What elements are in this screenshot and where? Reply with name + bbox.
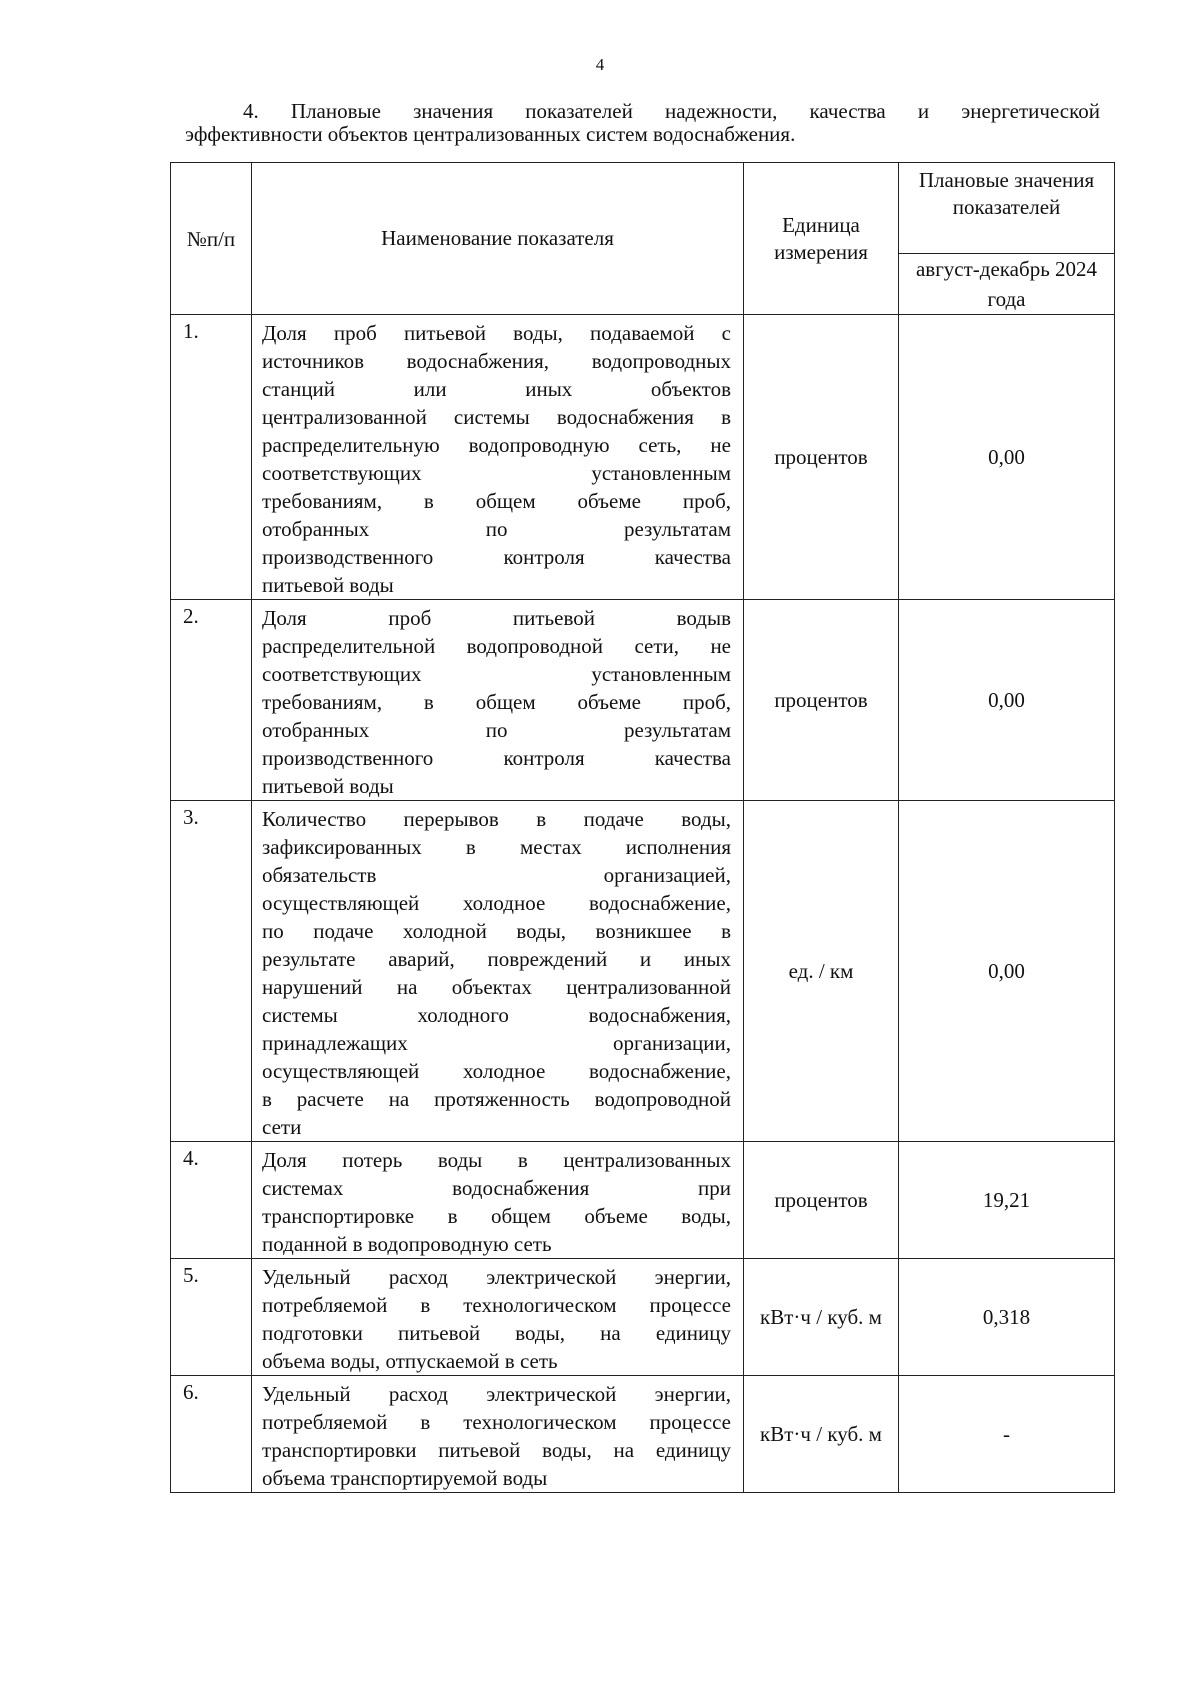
indicator-name-line: в расчете на протяженность водопроводной xyxy=(262,1087,731,1111)
indicator-name xyxy=(252,1376,744,1493)
indicator-name-line: распределительной водопроводной сети, не xyxy=(262,634,731,658)
indicator-name-line: отобранных по результатам xyxy=(262,517,731,541)
indicator-name xyxy=(252,1259,744,1376)
indicator-name-line: поданной в водопроводную сеть xyxy=(262,1232,552,1256)
indicators-table xyxy=(170,162,1115,1493)
indicator-name-line: Удельный расход электрической энергии, xyxy=(262,1382,731,1406)
unit-of-measure: ед. / км xyxy=(744,801,899,1142)
unit-of-measure: процентов xyxy=(744,600,899,801)
indicator-name-line: осуществляющей холодное водоснабжение, xyxy=(262,1059,731,1083)
indicator-name-line: требованиям, в общем объеме проб, xyxy=(262,690,731,714)
indicator-name-line: сети xyxy=(262,1115,302,1139)
header-num: №п/п xyxy=(171,163,252,315)
planned-value: 19,21 xyxy=(899,1142,1115,1259)
indicator-name-line: транспортировки питьевой воды, на единицу xyxy=(262,1438,731,1462)
table-header-row xyxy=(171,163,1115,254)
indicator-name-line: принадлежащих организации, xyxy=(262,1031,731,1055)
indicator-name-line: объема воды, отпускаемой в сеть xyxy=(262,1349,558,1373)
indicator-name-line: зафиксированных в местах исполнения xyxy=(262,835,731,859)
page-number: 4 xyxy=(595,55,605,74)
unit-of-measure: кВт·ч / куб. м xyxy=(744,1259,899,1376)
indicator-name-line: соответствующих установленным xyxy=(262,461,731,485)
indicator-name-line: централизованной системы водоснабжения в xyxy=(262,405,731,429)
unit-of-measure: процентов xyxy=(744,1142,899,1259)
indicator-name-line: Доля потерь воды в централизованных xyxy=(262,1148,731,1172)
indicator-name-line: питьевой воды xyxy=(262,573,394,597)
indicator-name xyxy=(252,600,744,801)
row-number: 5. xyxy=(171,1259,252,1376)
header-period: август-декабрь 2024 года xyxy=(899,254,1115,315)
indicator-name-line: потребляемой в технологическом процессе xyxy=(262,1410,731,1434)
indicator-name-line: Доля проб питьевой воды, подаваемой с xyxy=(262,321,731,345)
indicator-name-line: питьевой воды xyxy=(262,774,394,798)
indicator-name-line: требованиям, в общем объеме проб, xyxy=(262,489,731,513)
table-row xyxy=(171,315,1115,600)
planned-value: 0,00 xyxy=(899,315,1115,600)
row-number: 6. xyxy=(171,1376,252,1493)
indicator-name-line: нарушений на объектах централизованной xyxy=(262,975,731,999)
indicator-name-line: распределительную водопроводную сеть, не xyxy=(262,433,731,457)
indicator-name xyxy=(252,801,744,1142)
unit-of-measure: процентов xyxy=(744,315,899,600)
indicator-name-line: осуществляющей холодное водоснабжение, xyxy=(262,891,731,915)
row-number: 1. xyxy=(171,315,252,600)
header-planned-values: Плановые значения показателей xyxy=(899,163,1115,254)
indicator-name-line: объема транспортируемой воды xyxy=(262,1466,548,1490)
indicator-name-line: подготовки питьевой воды, на единицу xyxy=(262,1321,731,1345)
indicator-name xyxy=(252,1142,744,1259)
header-unit: Единица измерения xyxy=(744,163,899,315)
indicator-name-line: Доля проб питьевой водыв xyxy=(262,606,731,630)
indicator-name xyxy=(252,315,744,600)
planned-value: 0,00 xyxy=(899,801,1115,1142)
table-row xyxy=(171,1142,1115,1259)
indicator-name-line: производственного контроля качества xyxy=(262,746,731,770)
section-heading-line-2: эффективности объектов централизованных систем водоснабжения. xyxy=(185,122,796,146)
row-number: 4. xyxy=(171,1142,252,1259)
indicator-name-line: системы холодного водоснабжения, xyxy=(262,1003,731,1027)
indicator-name-line: потребляемой в технологическом процессе xyxy=(262,1293,731,1317)
indicator-name-line: транспортировке в общем объеме воды, xyxy=(262,1204,731,1228)
indicator-name-line: результате аварий, повреждений и иных xyxy=(262,947,731,971)
unit-of-measure: кВт·ч / куб. м xyxy=(744,1376,899,1493)
indicator-name-line: отобранных по результатам xyxy=(262,718,731,742)
planned-value: 0,318 xyxy=(899,1259,1115,1376)
planned-value: - xyxy=(899,1376,1115,1493)
indicator-name-line: системах водоснабжения при xyxy=(262,1176,731,1200)
row-number: 2. xyxy=(171,600,252,801)
header-name: Наименование показателя xyxy=(252,163,744,315)
table-row xyxy=(171,801,1115,1142)
table-row xyxy=(171,1259,1115,1376)
planned-value: 0,00 xyxy=(899,600,1115,801)
indicator-name-line: источников водоснабжения, водопроводных xyxy=(262,349,731,373)
table-row xyxy=(171,600,1115,801)
indicator-name-line: обязательств организацией, xyxy=(262,863,731,887)
indicator-name-line: по подаче холодной воды, возникшее в xyxy=(262,919,731,943)
indicator-name-line: производственного контроля качества xyxy=(262,545,731,569)
indicator-name-line: станций или иных объектов xyxy=(262,377,731,401)
indicator-name-line: соответствующих установленным xyxy=(262,662,731,686)
table-row xyxy=(171,1376,1115,1493)
indicator-name-line: Удельный расход электрической энергии, xyxy=(262,1265,731,1289)
section-heading xyxy=(185,100,1100,146)
row-number: 3. xyxy=(171,801,252,1142)
indicator-name-line: Количество перерывов в подаче воды, xyxy=(262,807,731,831)
section-heading-line-1: 4. Плановые значения показателей надежности, качества и энергетической xyxy=(243,99,1100,123)
